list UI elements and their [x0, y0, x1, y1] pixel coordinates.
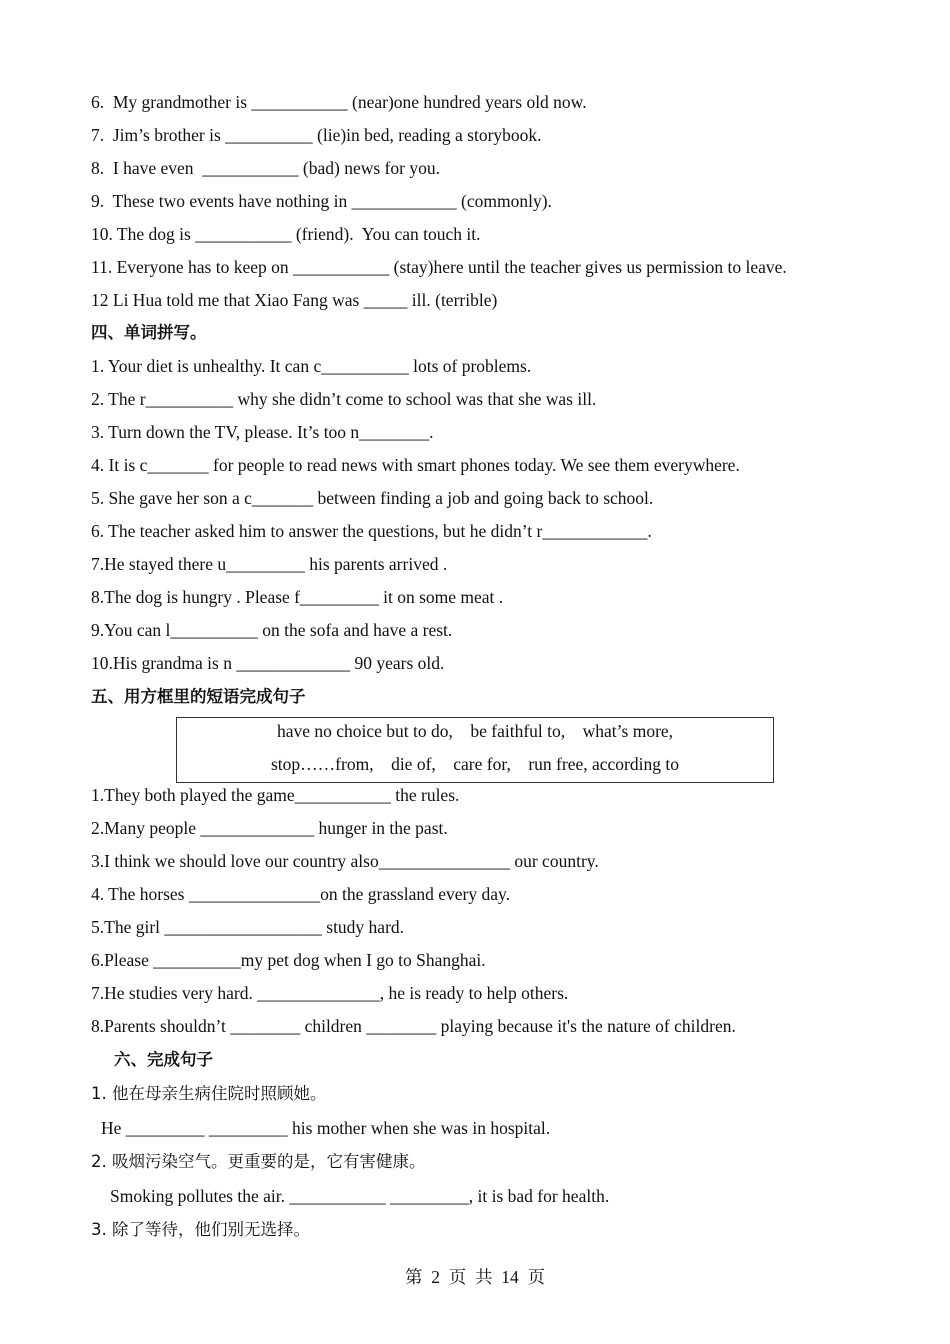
- exercise-line: 4. It is c_______ for people to read news with smart phones today. We see them everywhere.: [91, 455, 740, 475]
- exercise-line: Smoking pollutes the air. ___________ _________, it is bad for health.: [110, 1186, 610, 1206]
- exercise-line: 12 Li Hua told me that Xiao Fang was _____ ill. (terrible): [91, 290, 498, 310]
- exercise-line: 6.Please __________my pet dog when I go to Shanghai.: [91, 950, 486, 970]
- exercise-line: 1.They both played the game___________ the rules.: [91, 785, 460, 805]
- section-heading-part6: 六、完成句子: [114, 1050, 213, 1069]
- exercise-line: 7.He studies very hard. ______________, he is ready to help others.: [91, 983, 569, 1003]
- exercise-line: 6. The teacher asked him to answer the questions, but he didn’t r____________.: [91, 521, 652, 541]
- exercise-line: 9.You can l__________ on the sofa and have a rest.: [91, 620, 453, 640]
- chinese-prompt: 3. 除了等待，他们别无选择。: [91, 1220, 310, 1239]
- chinese-prompt: 1. 他在母亲生病住院时照顾她。: [91, 1084, 327, 1103]
- exercise-line: 11. Everyone has to keep on ___________ (stay)here until the teacher gives us permission to leave.: [91, 257, 787, 277]
- exercise-line: 2.Many people _____________ hunger in the past.: [91, 818, 448, 838]
- exercise-line: 1. Your diet is unhealthy. It can c__________ lots of problems.: [91, 356, 532, 376]
- exercise-line: 9. These two events have nothing in ____________ (commonly).: [91, 191, 552, 211]
- exercise-line: 3.I think we should love our country also_______________ our country.: [91, 851, 599, 871]
- exercise-line: 10.His grandma is n _____________ 90 years old.: [91, 653, 445, 673]
- exercise-line: 8. I have even ___________ (bad) news for you.: [91, 158, 440, 178]
- phrase-box-line: have no choice but to do, be faithful to, what’s more,: [276, 721, 674, 741]
- exercise-line: 8.Parents shouldn’t ________ children ________ playing because it's the nature of children.: [91, 1016, 736, 1036]
- exercise-line: 10. The dog is ___________ (friend). You can touch it.: [91, 224, 481, 244]
- phrase-box: [176, 717, 774, 783]
- exercise-line: 5.The girl __________________ study hard.: [91, 917, 405, 937]
- exercise-line: 5. She gave her son a c_______ between finding a job and going back to school.: [91, 488, 654, 508]
- exercise-line: 6. My grandmother is ___________ (near)one hundred years old now.: [91, 92, 587, 112]
- exercise-line: He _________ _________ his mother when she was in hospital.: [101, 1118, 551, 1138]
- exercise-line: 7. Jim’s brother is __________ (lie)in bed, reading a storybook.: [91, 125, 542, 145]
- exercise-line: 8.The dog is hungry . Please f_________ it on some meat .: [91, 587, 504, 607]
- page-footer: 第 2 页 共 14 页: [405, 1267, 545, 1287]
- exercise-line: 2. The r__________ why she didn’t come to school was that she was ill.: [91, 389, 597, 409]
- section-heading-part5: 五、用方框里的短语完成句子: [91, 687, 306, 706]
- chinese-prompt: 2. 吸烟污染空气。更重要的是，它有害健康。: [91, 1152, 426, 1171]
- section-heading-part4: 四、单词拼写。: [91, 323, 207, 342]
- exercise-line: 7.He stayed there u_________ his parents arrived .: [91, 554, 448, 574]
- exercise-line: 4. The horses _______________on the grassland every day.: [91, 884, 510, 904]
- exercise-line: 3. Turn down the TV, please. It’s too n________.: [91, 422, 434, 442]
- phrase-box-line: stop……from, die of, care for, run free, according to: [271, 754, 679, 774]
